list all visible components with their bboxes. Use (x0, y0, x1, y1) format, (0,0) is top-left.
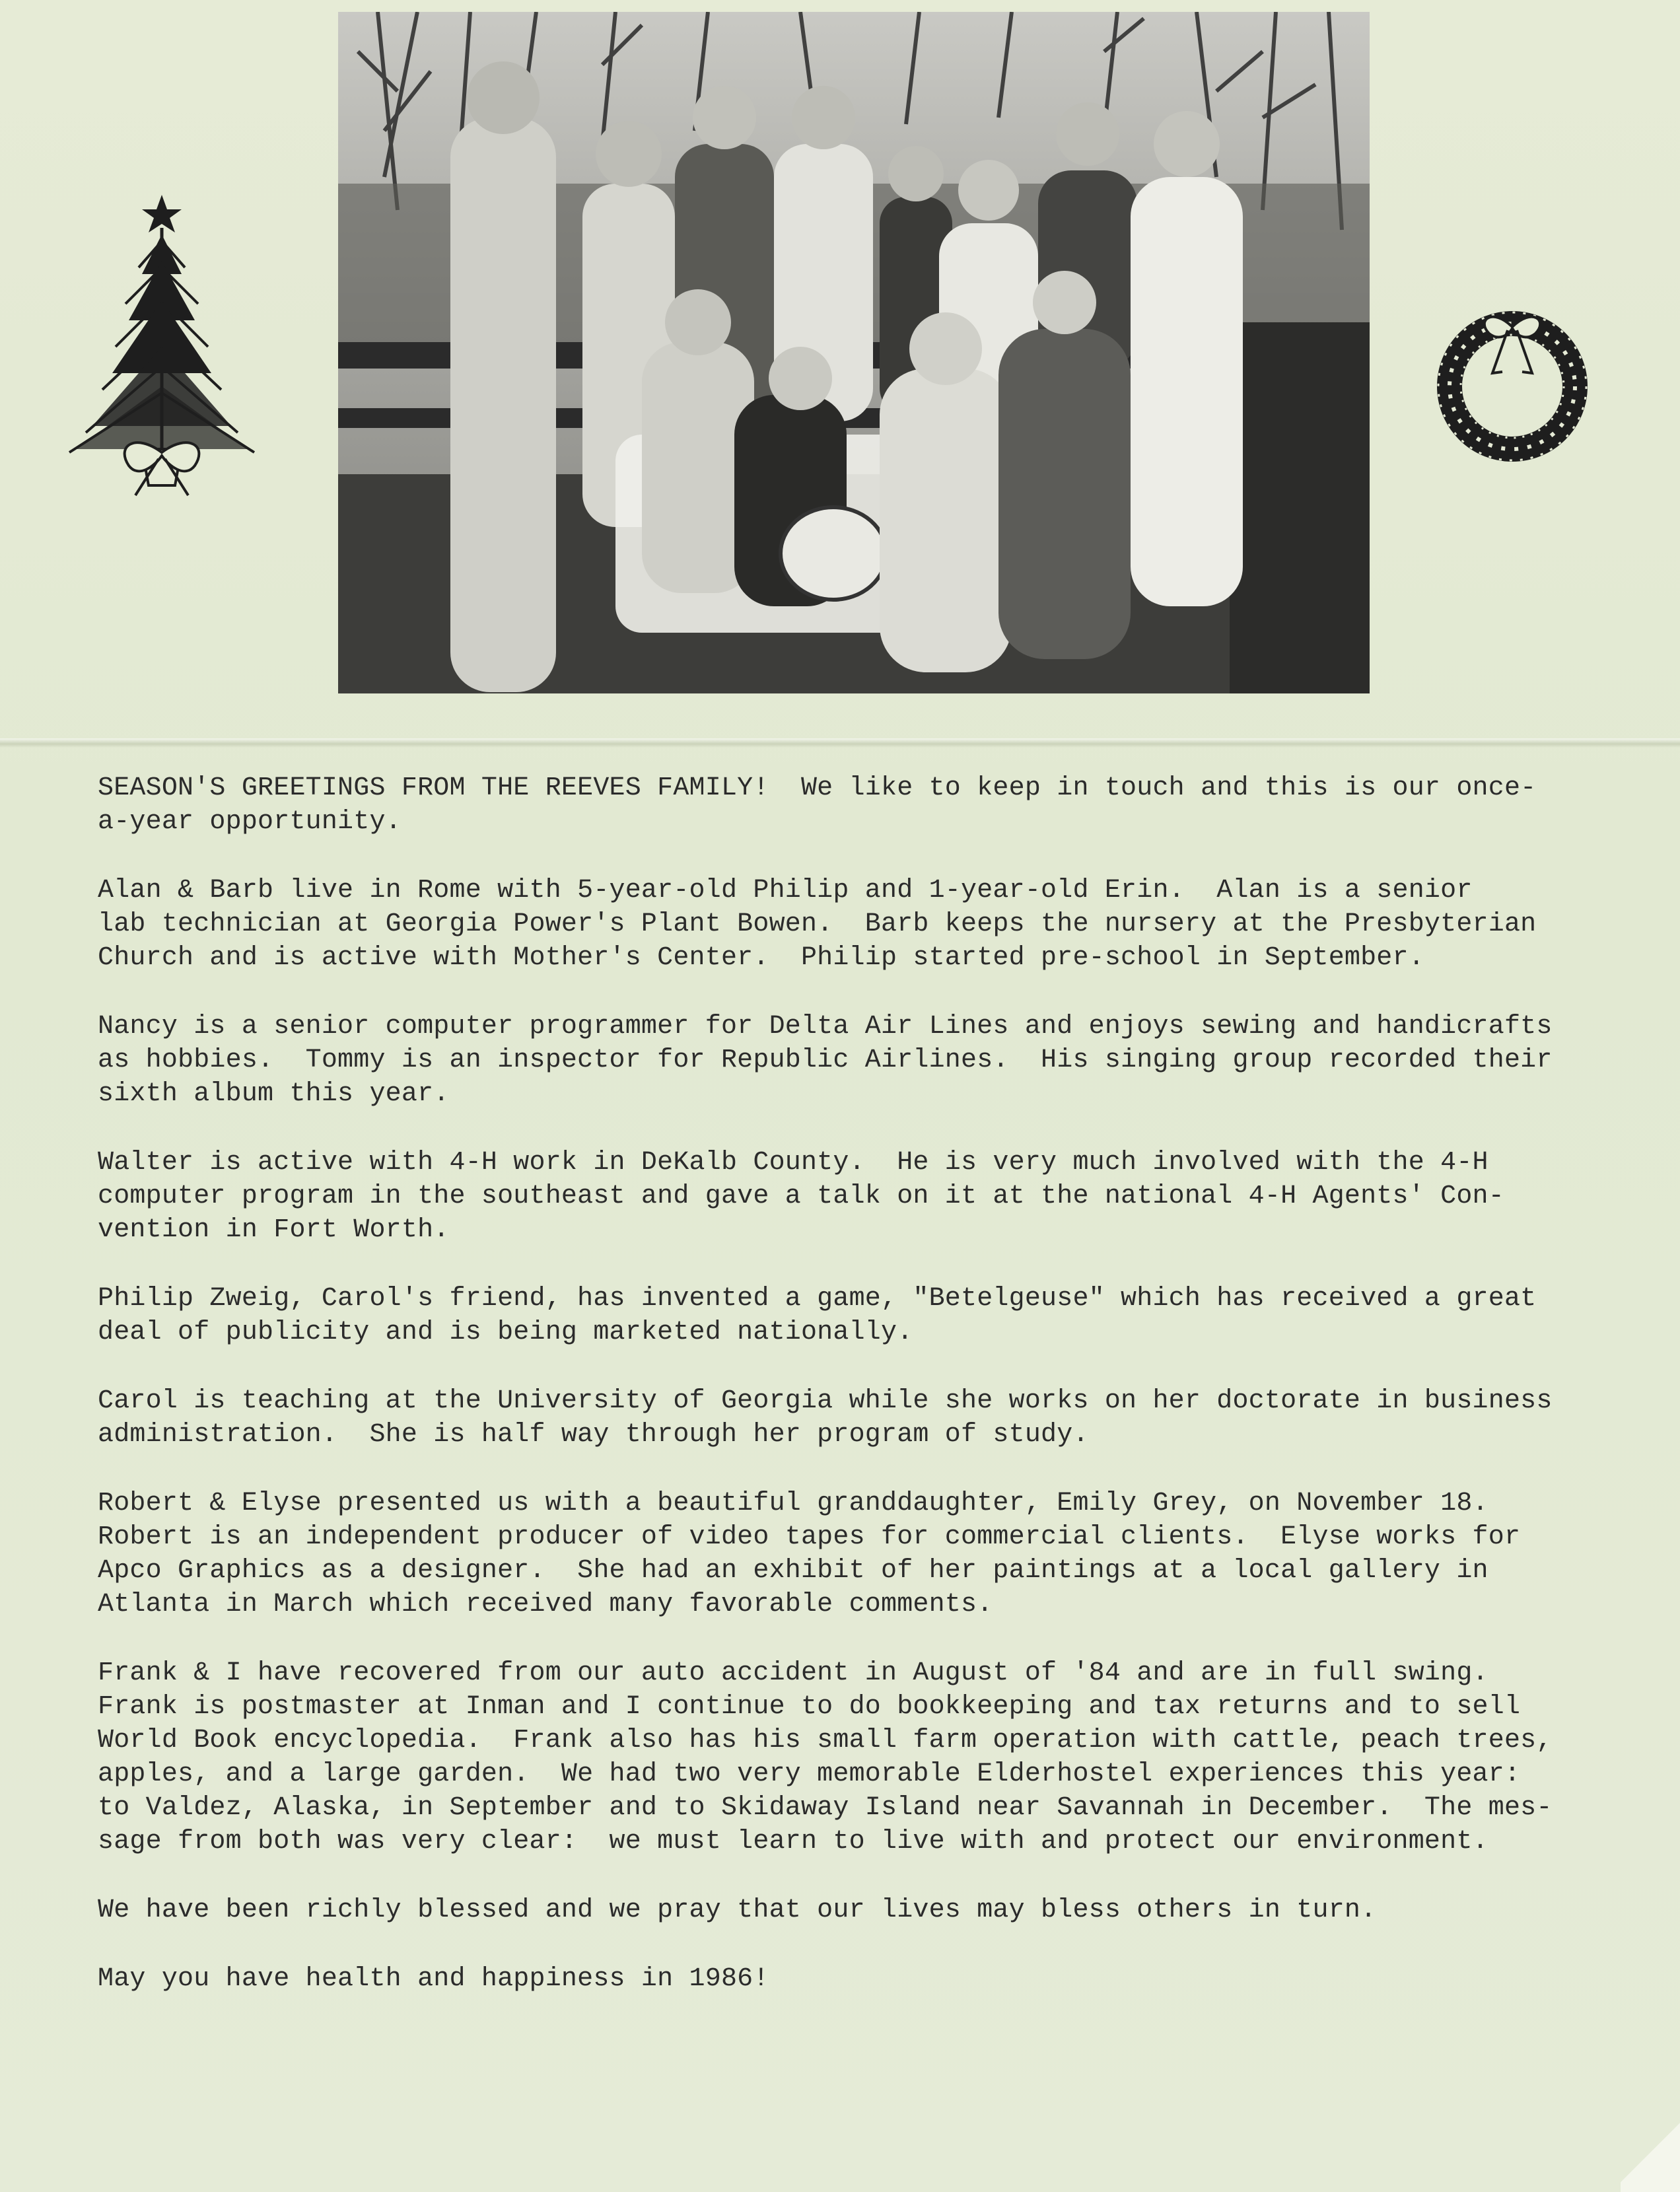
alan-barb-paragraph (98, 874, 1617, 975)
robert-elyse-paragraph (98, 1487, 1617, 1621)
text-line: apples, and a large garden. We had two very memorable Elderhostel experiences this year: (98, 1759, 1521, 1789)
text-line: May you have health and happiness in 1986! (98, 1964, 769, 1994)
text-line: Church and is active with Mother's Center. Philip started pre-school in September. (98, 943, 1424, 973)
text-line: Alan & Barb live in Rome with 5-year-old Philip and 1-year-old Erin. Alan is a senior (98, 876, 1473, 905)
text-line: sixth album this year. (98, 1079, 450, 1109)
carol-paragraph (98, 1384, 1617, 1452)
text-line: sage from both was very clear: we must learn to live with and protect our environment. (98, 1827, 1488, 1856)
greeting-paragraph (98, 771, 1617, 839)
text-line: lab technician at Georgia Power's Plant Bowen. Barb keeps the nursery at the Presbyterian (98, 909, 1537, 939)
text-line: Robert & Elyse presented us with a beautiful granddaughter, Emily Grey, on November 18. (98, 1489, 1488, 1518)
text-line: vention in Fort Worth. (98, 1215, 450, 1245)
text-line: a-year opportunity. (98, 807, 402, 837)
text-line: Frank & I have recovered from our auto accident in August of '84 and are in full swing. (98, 1658, 1488, 1688)
text-line: Carol is teaching at the University of Georgia while she works on her doctorate in business (98, 1386, 1553, 1416)
family-photo-illustration (338, 12, 1370, 693)
letter-body (98, 771, 1617, 2031)
wreath-icon (1430, 301, 1595, 466)
text-line: Philip Zweig, Carol's friend, has invented a game, "Betelgeuse" which has received a great (98, 1284, 1537, 1314)
text-line: Apco Graphics as a designer. She had an exhibit of her paintings at a local gallery in (98, 1556, 1488, 1586)
text-line: to Valdez, Alaska, in September and to Skidaway Island near Savannah in December. The mes- (98, 1793, 1553, 1823)
text-line: Atlanta in March which received many favorable comments. (98, 1590, 993, 1619)
text-line: We have been richly blessed and we pray that our lives may bless others in turn. (98, 1895, 1377, 1925)
folded-corner (1621, 2113, 1680, 2192)
text-line: administration. She is half way through her program of study. (98, 1420, 1089, 1450)
frank-paragraph (98, 1656, 1617, 1858)
blessing-paragraph (98, 1893, 1617, 1927)
text-line: Walter is active with 4-H work in DeKalb County. He is very much involved with the 4-H (98, 1148, 1488, 1178)
text-line: World Book encyclopedia. Frank also has his small farm operation with cattle, peach trees, (98, 1726, 1553, 1755)
text-line: Nancy is a senior computer programmer for Delta Air Lines and enjoys sewing and handicrafts (98, 1012, 1553, 1042)
christmas-tree-icon (63, 195, 261, 499)
family-photo (338, 12, 1370, 693)
text-line: Robert is an independent producer of video tapes for commercial clients. Elyse works for (98, 1522, 1521, 1552)
text-line: as hobbies. Tommy is an inspector for Republic Airlines. His singing group recorded their (98, 1045, 1553, 1075)
text-line: deal of publicity and is being marketed nationally. (98, 1318, 913, 1347)
text-line: Frank is postmaster at Inman and I continue to do bookkeeping and tax returns and to sell (98, 1692, 1521, 1722)
closing-paragraph (98, 1962, 1617, 1996)
text-line: computer program in the southeast and gave a talk on it at the national 4-H Agents' Con- (98, 1182, 1504, 1211)
paper-fold (0, 738, 1680, 748)
walter-paragraph (98, 1146, 1617, 1247)
philip-zweig-paragraph (98, 1282, 1617, 1349)
nancy-tommy-paragraph (98, 1010, 1617, 1111)
text-line: SEASON'S GREETINGS FROM THE REEVES FAMILY! We like to keep in touch and this is our once- (98, 773, 1537, 803)
